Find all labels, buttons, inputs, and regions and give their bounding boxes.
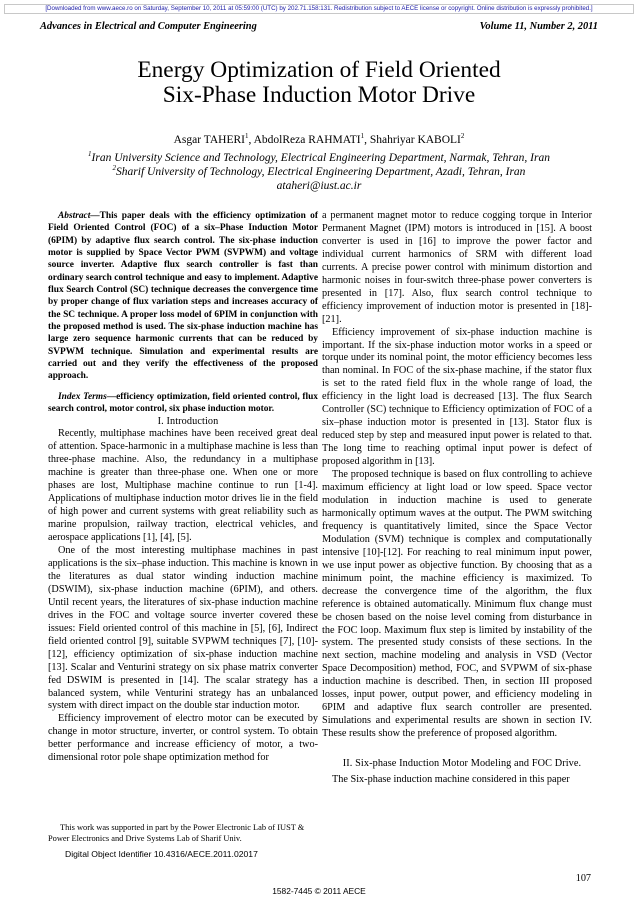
body-paragraph: Recently, multiphase machines have been received great deal of attention. Space-harmonic in a multiphase machine is less than three-phase machine. Also, the redundancy in a multiphase machine is greater than three-phase one. When one or more phases are lost, Multiphase machine continue to run [1-4]. Applications of multiphase induction motor drives lie in the field of high power and current systems with great reliability such as marine propulsion, railway traction, electrical vehicles, and aerospace applications [1], [4], [5].	[48, 428, 318, 544]
abstract	[48, 210, 318, 383]
affiliation-2	[40, 165, 598, 179]
author-email: ataheri@iust.ac.ir	[276, 180, 362, 192]
author-separator: ,	[364, 134, 370, 146]
footnote	[48, 822, 318, 844]
affiliation-2-mark: 2	[112, 164, 117, 172]
affiliation-1-text: Iran University Science and Technology, Electrical Engineering Department, Narmak, Tehran, Iran	[91, 152, 550, 164]
copyright: 1582-7445 © 2011 AECE	[272, 886, 366, 896]
left-column	[48, 210, 318, 765]
index-terms-text: —efficiency optimization, field oriented control, flux search control, motor control, six phase induction motor.	[48, 391, 318, 415]
body-paragraph: The proposed technique is based on flux controlling to achieve maximum efficiency at light load or low speed. Space vector modulation in induction machine is used to generate harmonically optimum waves at the output. The PWM switching frequency is quantitatively limited, since the Space Vector Modulation (SVM) technique is complex and computationally intensive [10]-[12]. For reaching to real minimum input power, we use input power as objective function. By choosing that as a minimum point, the machine efficiency is maximized. To decrease the convergence time of the algorithm, the flux reference is obtained automatically. Minimum flux change must be chosen based on the noise level coming from disturbance in the FOC loop. Maximum flux step is limited by instability of the system. The presented study consists of these sections. In the next section, machine modeling and analysis in VSD (Vector Space Decomposition) method, FOC, and SVPWM of six-phase induction machine is described. Then, in section III proposed losses, input power, output power, and efficiency modeling in 6PIM and adaptive flux search controller are presented. Simulations and experimental results are shown in section IV. These results show the preference of proposed algorithm.	[322, 469, 592, 740]
index-terms-label: Index Terms	[58, 391, 107, 402]
affiliation-1-mark: 1	[88, 150, 92, 158]
author-3-affil: 2	[460, 132, 465, 140]
author-1: Asgar TAHERI	[173, 134, 245, 146]
body-paragraph: a permanent magnet motor to reduce cogging torque in Interior Permanent Magnet (IPM) motors is introduced in [15]. A boost converter is used in [16] to improve the power factor and individual current harmonics of SRM with different load currents. A precise power control with minimum distortion and harmonic noises in four-switch three-phase power converters is presented in [17]. Also, flux search control technique to efficiency improvement of induction motor is presented in [18]-[21].	[322, 210, 592, 325]
right-column	[322, 210, 592, 787]
doi: Digital Object Identifier 10.4316/AECE.2011.02017	[65, 849, 258, 859]
author-list	[40, 133, 598, 147]
body-paragraph: The Six-phase induction machine considered in this paper	[332, 774, 570, 786]
title-line-2: Six-Phase Induction Motor Drive	[162, 82, 476, 108]
author-3: Shahriyar KABOLI	[369, 134, 461, 146]
author-2-affil: 1	[360, 132, 365, 140]
affiliation-2-text: Sharif University of Technology, Electrical Engineering Department, Azadi, Tehran, Iran	[116, 166, 526, 178]
body-paragraph: One of the most interesting multiphase machines in past applications is the six–phase induction. This machine is known in the literatures as dual stator winding induction machine (DSWIM), six-phase induction machine (6PIM), and others. Until recent years, the literatures of six-phase induction machine drives in the FOC and voltage source inverter covered these issues: Field oriented control of this machine in [5], [6], Indirect field oriented control [9], suitable SVPWM techniques [7], [10]-[12], efficiency optimization of six-phase induction machine [13]. Scalar and Venturini strategy on six phase matrix converter fed DSWIM is presented in [14]. The scalar strategy has a balanced system, while Venturini strategy has an unbalanced system with direct impact on the double star induction motor.	[48, 545, 318, 712]
volume-info: Volume 11, Number 2, 2011	[479, 21, 598, 32]
page-number: 107	[575, 873, 591, 884]
body-paragraph: Efficiency improvement of electro motor can be executed by change in motor structure, inverter, or control system. To obtain better performance and increase efficiency of motor, a two-dimensional rotor pole shape optimization method for	[48, 713, 318, 764]
body-paragraph: Efficiency improvement of six-phase induction machine is important. If the six-phase induction motor works in a speed or torque under its nominal point, the motor efficiency becomes less than nominal. In FOC of the six-phase machine, if the stator flux is set to the rated field flux in the whole range of load, the efficiency in the light load is decreased [13]. The flux Search Controller (SC) technique to Efficiency optimization of FOC of a six–phase induction motor is presented in [13]. Stator flux is reduced step by step and measured input power is related to that. The long time to reaching optimal input power is defect of proposed algorithm in [13].	[322, 326, 592, 468]
section-1-heading: I. Introduction	[157, 415, 219, 427]
paper-title	[40, 58, 598, 108]
author-separator: ,	[248, 134, 254, 146]
index-terms	[48, 391, 318, 416]
footnote-text: This work was supported in part by the Power Electronic Lab of IUST & Power Electronics and Drive Systems Lab of Sharif Univ.	[48, 823, 305, 843]
download-banner: [Downloaded from www.aece.ro on Saturday, September 10, 2011 at 05:59:00 (UTC) by 202.71.158:131. Redistribution subject to AECE license or copyright. Online distribution is expressly prohibited.]	[4, 4, 634, 14]
abstract-label: Abstract	[58, 211, 91, 221]
abstract-text: —This paper deals with the efficiency optimization of Field Oriented Control (FOC) of a six–Phase Induction Motor (6PIM) by adaptive flux search control. The six-phase induction motor is supplied by Space Vector PWM (SVPWM) and voltage source inverter. Adaptive flux search controller is fast than ordinary search control technique and easy to implement. Adaptive flux Search Control (SC) technique decreases the convergence time by proper change of flux variation steps and increases accuracy of the SC technique. A proper loss model of 6PIM in conjunction with the proposed method is used. The six-phase induction machine has large zero sequence harmonic currents that can be reduced by SVPWM technique. Simulation and experimental results are carried out and they verify the effectiveness of the proposed approach.	[48, 211, 318, 382]
author-2: AbdolReza RAHMATI	[253, 134, 361, 146]
author-1-affil: 1	[244, 132, 249, 140]
running-header	[40, 21, 598, 33]
title-line-1: Energy Optimization of Field Oriented	[137, 57, 501, 83]
affiliation-1	[40, 151, 598, 165]
section-2-heading: II. Six-phase Induction Motor Modeling and FOC Drive.	[342, 758, 582, 770]
journal-name: Advances in Electrical and Computer Engineering	[40, 21, 257, 32]
